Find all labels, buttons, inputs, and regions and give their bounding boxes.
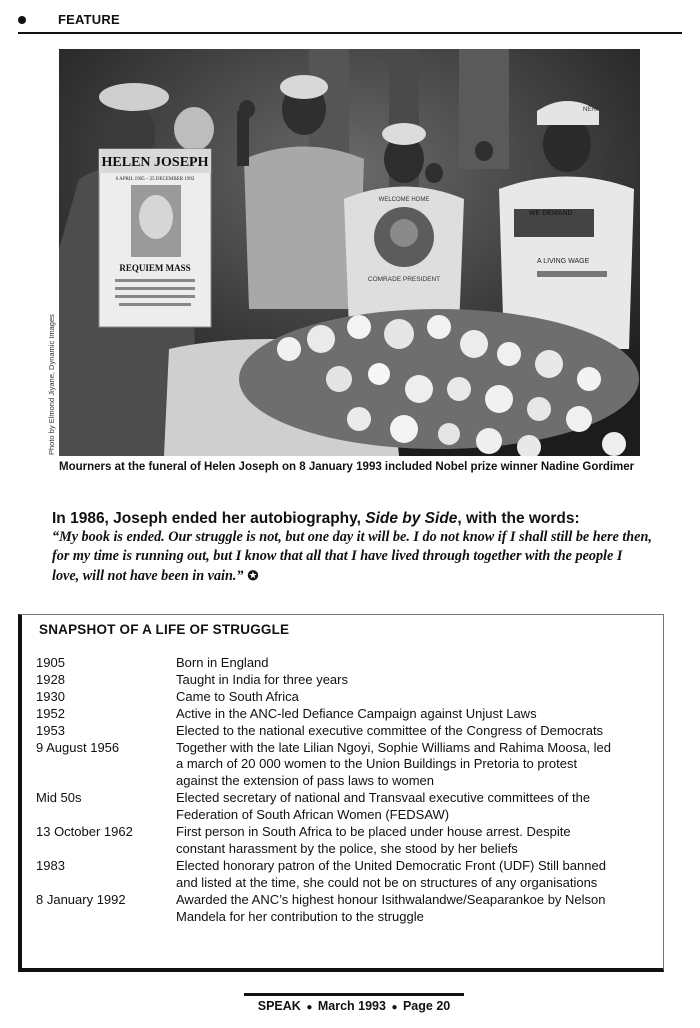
timeline-event: Born in England: [176, 655, 269, 670]
separator-dot-icon: ●: [391, 1002, 398, 1013]
timeline-row: [36, 689, 656, 706]
timeline-year: 1952: [36, 705, 65, 721]
timeline-event: Awarded the ANC’s highest honour Isithwalandwe/Seaparankoe by Nelson Mandela for her contribution to the struggle: [176, 891, 606, 924]
timeline-event: Came to South Africa: [176, 688, 299, 704]
shirt-text-comrade: COMRADE PRESIDENT: [367, 276, 441, 283]
photo-credit: Photo by Elmond Jiyane, Dynamic Images: [47, 314, 56, 455]
bullet-icon: [18, 16, 26, 24]
funeral-photo: [59, 49, 640, 456]
poster-title: HELEN JOSEPH: [101, 155, 209, 170]
shirt-text-wage: A LIVING WAGE: [537, 258, 590, 265]
footer-rule: [244, 993, 464, 996]
cap-text: NEHAWU: [583, 107, 610, 113]
timeline-event: Taught in India for three years: [176, 671, 348, 687]
timeline-row: [36, 892, 656, 926]
shirt-text-demand: WE DEMAND: [529, 210, 573, 217]
timeline-row: [36, 672, 656, 689]
section-label: FEATURE: [58, 12, 120, 27]
timeline-year: 1983: [36, 857, 65, 873]
page-footer: [244, 999, 464, 1013]
timeline-year: 1930: [36, 688, 65, 704]
timeline-row: [36, 858, 656, 892]
timeline-row: [36, 706, 656, 723]
timeline-row: [36, 723, 656, 740]
timeline-event: Elected secretary of national and Transvaal executive committees of the Federation of South African Women (FEDSAW): [176, 790, 591, 823]
quote-intro-after: , with the words:: [457, 510, 580, 527]
quote-intro-before: In 1986, Joseph ended her autobiography,: [52, 510, 361, 527]
snapshot-box: [18, 614, 664, 972]
timeline-row: [36, 740, 656, 791]
timeline-row: [36, 790, 656, 824]
separator-dot-icon: ●: [306, 1002, 313, 1013]
issue-date: March 1993: [317, 999, 386, 1013]
publication-name: SPEAK: [257, 999, 301, 1013]
timeline-event: Elected honorary patron of the United Democratic Front (UDF) Still banned and listed at the time, she could not be on structures of any organisations: [176, 857, 606, 890]
timeline: [36, 655, 656, 926]
timeline-year: Mid 50s: [36, 790, 82, 806]
timeline-year: 9 August 1956: [36, 739, 120, 755]
poster-dates: 6 APRIL 1905 – 25 DECEMBER 1992: [115, 177, 195, 182]
quote-text: “My book is ended. Our struggle is not, but one day it will be. I do not know if I shall still be here then, for my time is running out, but I know that all that I have lived through together with the people I love, will not have been in vain.”: [52, 529, 652, 584]
timeline-year: 1928: [36, 671, 65, 687]
book-title: Side by Side: [365, 510, 458, 527]
timeline-year: 1905: [36, 655, 65, 670]
section-header: [18, 10, 682, 36]
timeline-year: 1953: [36, 722, 65, 738]
timeline-year: 8 January 1992: [36, 891, 126, 907]
snapshot-title: SNAPSHOT OF A LIFE OF STRUGGLE: [39, 622, 290, 637]
page-number: Page 20: [402, 999, 451, 1013]
timeline-row: [36, 824, 656, 858]
timeline-event: Active in the ANC-led Defiance Campaign against Unjust Laws: [176, 705, 537, 721]
timeline-event: Elected to the national executive committee of the Congress of Democrats: [176, 722, 604, 738]
autobiography-quote: [52, 528, 652, 586]
timeline-event: First person in South Africa to be placed under house arrest. Despite constant harassment by the police, she stood by her beliefs: [176, 824, 571, 856]
shirt-text-welcome: WELCOME HOME: [378, 197, 430, 203]
timeline-event: Together with the late Lilian Ngoyi, Sophie Williams and Rahima Moosa, led a march of 20 000 women to the Union Buildings in Pretoria to protest against the extension of pass laws to women: [176, 739, 611, 789]
photo-caption: Mourners at the funeral of Helen Joseph on 8 January 1993 included Nobel prize winner Nadine Gordimer: [59, 461, 635, 473]
poster-heading: REQUIEM MASS: [119, 263, 191, 273]
timeline-year: 13 October 1962: [36, 824, 133, 840]
header-rule: [18, 32, 682, 34]
quote-intro: [52, 510, 672, 528]
end-mark-icon: ✪: [247, 568, 259, 583]
photo-illustration: [59, 49, 640, 456]
timeline-row: [36, 655, 656, 672]
